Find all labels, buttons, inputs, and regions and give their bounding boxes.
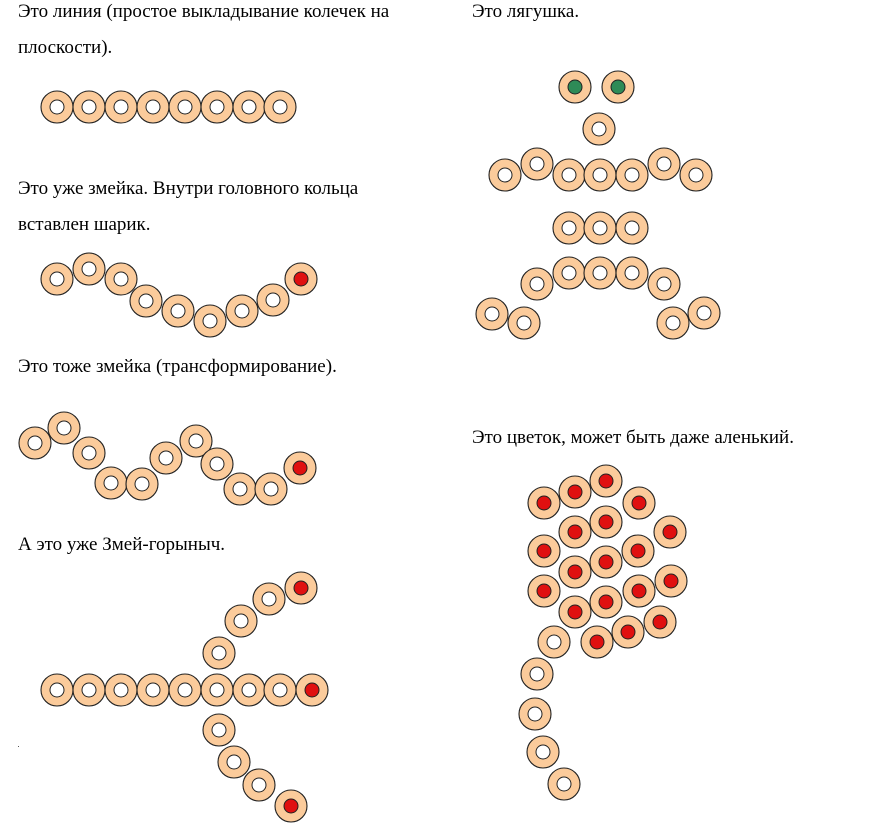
line-ring xyxy=(41,91,73,123)
dragon-ring xyxy=(41,674,73,706)
flower-ring xyxy=(644,606,676,638)
dragon-ring xyxy=(201,674,233,706)
ring-hole xyxy=(557,777,571,791)
ring-hole xyxy=(498,168,512,182)
green-bead xyxy=(568,80,582,94)
dragon-ring xyxy=(243,769,275,801)
flower-ring xyxy=(623,575,655,607)
red-bead xyxy=(631,544,645,558)
ring-hole xyxy=(666,316,680,330)
red-bead xyxy=(537,584,551,598)
flower-ring xyxy=(581,626,613,658)
ring-hole xyxy=(82,683,96,697)
ring-hole xyxy=(273,100,287,114)
ring-hole xyxy=(530,157,544,171)
ring-hole xyxy=(252,778,266,792)
flower-ring xyxy=(538,626,570,658)
caption-line: Это линия (простое выкладывание колечек на плоскости). xyxy=(18,1,390,58)
flower-ring xyxy=(590,506,622,538)
ring-hole xyxy=(262,592,276,606)
frog-ring xyxy=(476,298,508,330)
frog-ring xyxy=(616,257,648,289)
dragon-ring xyxy=(285,572,317,604)
ring-hole xyxy=(689,168,703,182)
red-bead xyxy=(568,485,582,499)
ring-hole xyxy=(530,667,544,681)
frog-ring xyxy=(559,71,591,103)
flower-ring xyxy=(623,487,655,519)
caption-flower: Это цветок, может быть даже аленький. xyxy=(472,427,794,448)
frog-ring xyxy=(616,212,648,244)
line-ring xyxy=(201,91,233,123)
figure-snake-transformed xyxy=(19,412,316,505)
red-bead xyxy=(294,272,308,286)
ring-hole xyxy=(528,707,542,721)
snake-ring xyxy=(41,263,73,295)
ring-hole xyxy=(562,266,576,280)
ring-hole xyxy=(657,277,671,291)
snake2-ring xyxy=(48,412,80,444)
frog-ring xyxy=(648,148,680,180)
ring-hole xyxy=(210,100,224,114)
frog-ring xyxy=(553,212,585,244)
dragon-ring xyxy=(233,674,265,706)
flower-ring xyxy=(559,596,591,628)
flower-ring xyxy=(590,586,622,618)
red-bead xyxy=(537,496,551,510)
snake2-ring xyxy=(19,427,51,459)
flower-ring xyxy=(612,616,644,648)
flower-ring xyxy=(559,556,591,588)
snake2-ring xyxy=(150,442,182,474)
ring-hole xyxy=(625,168,639,182)
snake2-ring xyxy=(73,437,105,469)
ring-hole xyxy=(227,755,241,769)
snake2-ring xyxy=(255,473,287,505)
ring-hole xyxy=(104,476,118,490)
figure-frog xyxy=(476,71,720,339)
frog-ring xyxy=(583,113,615,145)
flower-ring xyxy=(559,476,591,508)
frog-ring xyxy=(680,159,712,191)
dragon-ring xyxy=(169,674,201,706)
ring-hole xyxy=(135,477,149,491)
red-bead xyxy=(294,581,308,595)
snake-ring xyxy=(162,295,194,327)
dragon-ring xyxy=(225,605,257,637)
ring-hole xyxy=(242,100,256,114)
flower-ring xyxy=(654,516,686,548)
line-ring xyxy=(105,91,137,123)
ring-hole xyxy=(139,294,153,308)
ring-hole xyxy=(57,421,71,435)
red-bead xyxy=(653,615,667,629)
ring-hole xyxy=(547,635,561,649)
ring-hole xyxy=(82,262,96,276)
ring-hole xyxy=(592,122,606,136)
flower-ring xyxy=(590,465,622,497)
dragon-ring xyxy=(264,674,296,706)
snake2-ring xyxy=(284,452,316,484)
ring-hole xyxy=(562,168,576,182)
ring-hole xyxy=(178,100,192,114)
ring-hole xyxy=(82,100,96,114)
dragon-ring xyxy=(137,674,169,706)
ring-hole xyxy=(233,482,247,496)
frog-ring xyxy=(553,159,585,191)
frog-ring xyxy=(657,307,689,339)
red-bead xyxy=(568,525,582,539)
snake2-ring xyxy=(224,473,256,505)
red-bead xyxy=(632,584,646,598)
red-bead xyxy=(537,544,551,558)
dragon-ring xyxy=(203,714,235,746)
flower-ring xyxy=(622,535,654,567)
frog-ring xyxy=(602,71,634,103)
caption-dragon: А это уже Змей-горыныч. xyxy=(18,534,226,555)
ring-hole xyxy=(212,646,226,660)
ring-hole xyxy=(82,446,96,460)
red-bead xyxy=(568,565,582,579)
dragon-ring xyxy=(275,790,307,822)
dragon-ring xyxy=(203,637,235,669)
line-ring xyxy=(233,91,265,123)
ring-hole xyxy=(210,683,224,697)
frog-ring xyxy=(584,159,616,191)
ring-hole xyxy=(146,683,160,697)
frog-ring xyxy=(616,159,648,191)
ring-hole xyxy=(212,723,226,737)
red-bead xyxy=(293,461,307,475)
snake2-ring xyxy=(95,467,127,499)
figure-dragon xyxy=(41,572,328,822)
line-ring xyxy=(73,91,105,123)
ring-hole xyxy=(189,434,203,448)
flower-ring xyxy=(528,535,560,567)
ring-hole xyxy=(625,266,639,280)
ring-hole xyxy=(625,221,639,235)
figure-snake xyxy=(41,253,317,337)
ring-hole xyxy=(203,314,217,328)
frog-ring xyxy=(553,257,585,289)
ring-hole xyxy=(517,316,531,330)
frog-ring xyxy=(521,268,553,300)
ring-hole xyxy=(242,683,256,697)
ring-hole xyxy=(266,293,280,307)
frog-ring xyxy=(648,268,680,300)
line-ring xyxy=(169,91,201,123)
ring-hole xyxy=(171,304,185,318)
ring-hole xyxy=(593,266,607,280)
ring-hole xyxy=(114,100,128,114)
ring-hole xyxy=(657,157,671,171)
ring-hole xyxy=(159,451,173,465)
snake-ring xyxy=(226,295,258,327)
ring-hole xyxy=(50,683,64,697)
red-bead xyxy=(663,525,677,539)
flower-ring xyxy=(548,768,580,800)
ring-hole xyxy=(536,745,550,759)
ring-hole xyxy=(234,614,248,628)
snake-ring xyxy=(194,305,226,337)
caption-frog: Это лягушка. xyxy=(472,1,580,22)
ring-hole xyxy=(593,221,607,235)
red-bead xyxy=(284,799,298,813)
flower-ring xyxy=(528,575,560,607)
ring-hole xyxy=(530,277,544,291)
ring-hole xyxy=(146,100,160,114)
ring-hole xyxy=(114,683,128,697)
red-bead xyxy=(599,474,613,488)
ring-hole xyxy=(210,457,224,471)
snake2-ring xyxy=(126,468,158,500)
flower-ring xyxy=(590,546,622,578)
ring-hole xyxy=(485,307,499,321)
ring-hole xyxy=(264,482,278,496)
snake2-ring xyxy=(201,448,233,480)
flower-ring xyxy=(528,487,560,519)
snake-ring xyxy=(105,263,137,295)
snake-ring xyxy=(73,253,105,285)
red-bead xyxy=(568,605,582,619)
stray-dot xyxy=(18,746,19,747)
frog-ring xyxy=(584,212,616,244)
figure-flower xyxy=(519,465,687,800)
ring-hole xyxy=(235,304,249,318)
dragon-ring xyxy=(105,674,137,706)
snake-ring xyxy=(257,284,289,316)
ring-hole xyxy=(697,306,711,320)
flower-ring xyxy=(655,565,687,597)
dragon-ring xyxy=(218,746,250,778)
dragon-ring xyxy=(296,674,328,706)
red-bead xyxy=(590,635,604,649)
frog-ring xyxy=(688,297,720,329)
ring-hole xyxy=(50,100,64,114)
line-ring xyxy=(137,91,169,123)
snake-ring xyxy=(285,263,317,295)
snake-ring xyxy=(130,285,162,317)
caption-snake: Это уже змейка. Внутри головного кольца вставлен шарик. xyxy=(18,178,359,235)
red-bead xyxy=(621,625,635,639)
flower-ring xyxy=(527,736,559,768)
ring-hole xyxy=(273,683,287,697)
ring-hole xyxy=(28,436,42,450)
frog-ring xyxy=(521,148,553,180)
red-bead xyxy=(632,496,646,510)
flower-ring xyxy=(519,698,551,730)
figure-line xyxy=(41,91,296,123)
green-bead xyxy=(611,80,625,94)
red-bead xyxy=(599,555,613,569)
frog-ring xyxy=(508,307,540,339)
ring-hole xyxy=(178,683,192,697)
dragon-ring xyxy=(73,674,105,706)
line-ring xyxy=(264,91,296,123)
red-bead xyxy=(599,595,613,609)
red-bead xyxy=(599,515,613,529)
red-bead xyxy=(305,683,319,697)
flower-ring xyxy=(559,516,591,548)
ring-hole xyxy=(114,272,128,286)
frog-ring xyxy=(584,257,616,289)
ring-hole xyxy=(50,272,64,286)
flower-ring xyxy=(521,658,553,690)
dragon-ring xyxy=(253,583,285,615)
caption-snake-transformed: Это тоже змейка (трансформирование). xyxy=(18,356,337,377)
ring-hole xyxy=(593,168,607,182)
frog-ring xyxy=(489,159,521,191)
ring-hole xyxy=(562,221,576,235)
red-bead xyxy=(664,574,678,588)
